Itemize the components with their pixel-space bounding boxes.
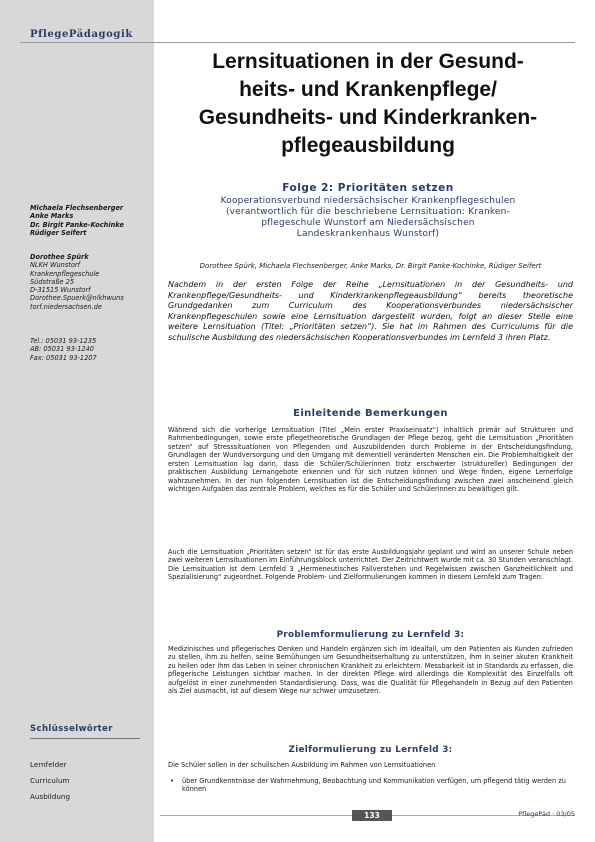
section-heading-goal: Zielformulierung zu Lernfeld 3:	[288, 745, 453, 755]
title-line: heits- und Krankenpflege/	[239, 78, 497, 101]
sidebar-contact	[30, 253, 152, 311]
article-title	[168, 48, 568, 160]
sidebar-authors	[30, 204, 150, 237]
sidebar-phone	[30, 337, 150, 362]
section-intro-paragraph-2: Auch die Lernsituation „Prioritäten setzen“ ist für das erste Ausbildungsjahr geplant und wird an unserer Schule neben zwei weiteren Lernsituationen im Einführungsblock unterrichtet. Der Zeitrichtwert wurde mit ca. 30 Stunden veranschlagt. Die Lernsituation ist dem Lernfeld 3 „Hermeneutisches Fallverstehen und Regelwissen zwischen Ganzheitlichkeit und Spezialisierung“ zugeordnet. Folgende Problem- und Zielformulierungen kommen in diesem Lernfeld zum Tragen:	[168, 548, 573, 582]
author-name: Rüdiger Seifert	[30, 228, 87, 237]
keywords-title: Schlüsselwörter	[30, 724, 113, 734]
affiliation-line: (verantwortlich für die beschriebene Lernsituation: Kranken-	[225, 207, 511, 217]
author-name: Michaela Flechsenberger	[30, 204, 124, 212]
section-intro-paragraph-1: Während sich die vorherige Lernsituation (Titel „Mein erster Praxiseinsatz“) inhaltlich primär auf Strukturen und Rahmenbedingungen, sowie erste pflegetheoretische Grundlagen der Pflege bezog, geht die Lernsituation „Prioritäten setzen“ auf Stresssituationen von Pflegenden und Auszubildenden durch Probleme in der Entscheidungsfindung, Grundlagen der Wundversorgung und den Umgang mit dementiell veränderten Menschen ein. Die Problemhaltigkeit der ersten Lernsituation lag darin, dass die Schüler/Schülerinnen trotz erschwerter (struktureller) Bedingungen der praktischen Ausbildung Lernangebote erkennen und für sich nutzen können und Wege finden, eigene Lernerfolge wahrzunehmen. In der nun folgenden Lernsituation ist die Entscheidungsfindung zwischen zwei anscheinend gleich wichtigen Aufgaben das zentrale Problem, welches es für die Schüler und Schülerinnen zu bewältigen gilt.	[168, 426, 573, 494]
phone-line: Tel.: 05031 93-1235	[30, 337, 97, 345]
page-number: 133	[352, 810, 392, 821]
affiliation-line: pflegeschule Wunstorf am Niedersächsischen	[261, 218, 475, 228]
bullet-icon: •	[170, 777, 174, 785]
phone-line: Fax: 05031 93-1207	[30, 353, 97, 362]
keywords-list	[30, 757, 70, 805]
contact-email[interactable]: Dorothee.Spuerk@nlkhwuns	[30, 294, 124, 303]
title-line: Lernsituationen in der Gesund-	[212, 50, 524, 73]
contact-line: Südstraße 25	[30, 277, 75, 286]
contact-line: Krankenpflegeschule	[30, 269, 100, 278]
contact-name: Dorothee Spürk	[30, 253, 89, 261]
bullet-text: über Grundkenntnisse der Wahrnehmung, Beobachtung und Kommunikation verfügen, um pflegend tätig werden zu können	[182, 777, 566, 794]
section-heading-problem: Problemformulierung zu Lernfeld 3:	[276, 630, 465, 640]
section-problem-paragraph: Medizinisches und pflegerisches Denken und Handeln ergänzen sich im Idealfall, um den Patienten als Kunden zufrieden zu stellen, ihm zu helfen, seine Bemühungen um Gesundheitserhaltung zu unterstützen, ihm in seiner akuten Krankheit zu heilen oder ihm das Leben in seiner chronischen Krankheit zu erleichtern. Messbarkeit ist in Standards zu erfassen, die pflegerische Leistungen sichtbar machen. In der direkten Pflege wird allerdings die Komplexität des Einzelfalls oft aufgelöst in einer zunehmenden Standardisierung. Dass, was die Qualität für Pflegehandeln in Bezug auf den Patienten als Ziel ausmacht, ist auf diesem Wege nur schwer umzusetzen.	[168, 645, 573, 696]
keyword: Curriculum	[30, 776, 70, 785]
affiliation-line: Landeskrankenhaus Wunstorf)	[296, 229, 440, 239]
keyword: Lernfelder	[30, 760, 67, 769]
lead-paragraph: Nachdem in der ersten Folge der Reihe „Lernsituationen in der Gesundheits- und Krankenpflege/Gesundheits- und Kinderkrankenpflegeausbildung“ bereits theoretische Grundgedanken zum Curriculum des Kooperationsverbundes niedersächsischer Krankenpflegeschulen sowie eine Lernsituation dargestellt wurden, folgt an dieser Stelle eine weitere Lernsituation (Titel: „Prioritäten setzen“). Sie hat im Rahmen des Curriculums für die schulische Ausbildung des niedersächsischen Kooperationsverbundes im Lernfeld 3 ihren Platz.	[168, 280, 573, 342]
section-goal-paragraph: Die Schüler sollen in der schulischen Ausbildung im Rahmen von Lernsituationen	[168, 761, 436, 769]
contact-line: NLKH Wunstorf	[30, 261, 80, 270]
author-name: Anke Marks	[30, 212, 74, 221]
journal-name: PflegePädagogik	[30, 29, 133, 40]
goal-bullet-item	[168, 777, 573, 794]
title-line: pflegeausbildung	[281, 134, 455, 157]
affiliation-line: Kooperationsverbund niedersächsischer Krankenpflegeschulen	[220, 196, 516, 206]
byline: Dorothee Spürk, Michaela Flechsenberger, Anke Marks, Dr. Birgit Panke-Kochinke, Rüdiger Seifert	[199, 262, 542, 270]
keyword: Ausbildung	[30, 792, 71, 801]
header-rule	[20, 42, 575, 43]
series-subtitle: Folge 2: Prioritäten setzen	[282, 182, 454, 194]
phone-line: AB: 05031 93-1240	[30, 345, 94, 354]
section-heading-intro: Einleitende Bemerkungen	[293, 408, 448, 419]
title-line: Gesundheits- und Kinderkranken-	[198, 106, 538, 129]
issue-label: PflegePäd · 03/05	[518, 810, 575, 818]
contact-email[interactable]: torf.niedersachsen.de	[30, 302, 102, 311]
affiliation-block	[168, 196, 568, 240]
sidebar-background	[0, 0, 154, 842]
keywords-rule	[30, 738, 140, 739]
author-name: Dr. Birgit Panke-Kochinke	[30, 220, 124, 229]
contact-line: D-31515 Wunstorf	[30, 286, 91, 295]
